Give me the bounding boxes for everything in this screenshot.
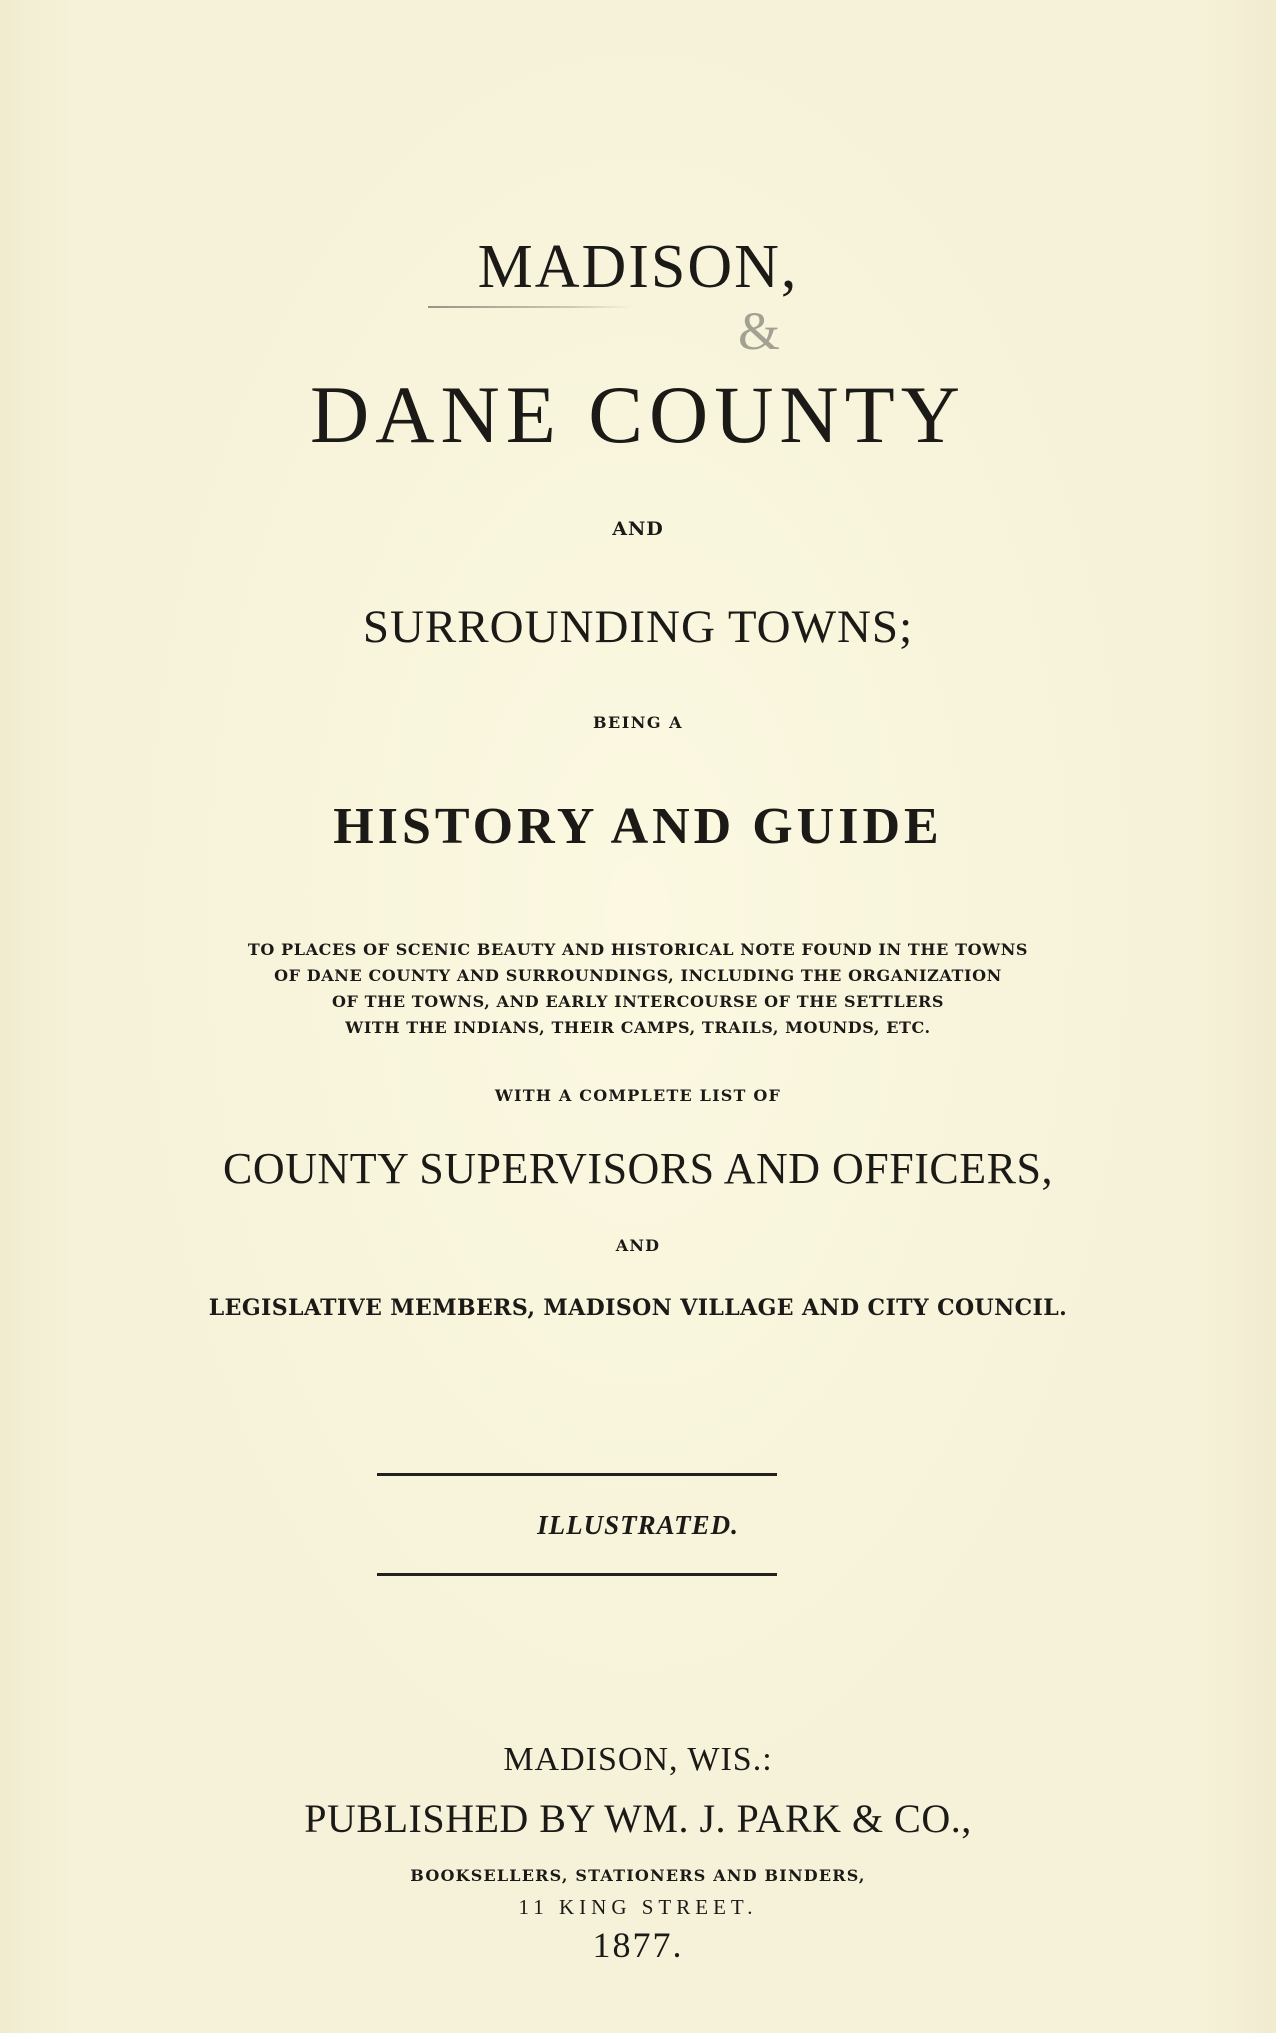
imprint-place: MADISON, WIS.: bbox=[503, 1741, 773, 1778]
imprint-year: 1877. bbox=[592, 1925, 684, 1965]
title-madison-underline bbox=[428, 306, 633, 308]
title-county-supervisors: COUNTY SUPERVISORS AND OFFICERS, bbox=[223, 1144, 1053, 1193]
connector-and-second: AND bbox=[615, 1236, 661, 1255]
imprint-address: 11 KING STREET. bbox=[518, 1895, 758, 1919]
title-legislative-members: LEGISLATIVE MEMBERS, MADISON VILLAGE AND CITY COUNCIL. bbox=[208, 1295, 1068, 1321]
connector-and: AND bbox=[612, 518, 664, 540]
description-line: TO PLACES OF SCENIC BEAUTY AND HISTORICAL NOTE FOUND IN THE TOWNS bbox=[247, 940, 1029, 959]
imprint-trade: BOOKSELLERS, STATIONERS AND BINDERS, bbox=[410, 1866, 866, 1885]
title-surrounding-towns: SURROUNDING TOWNS; bbox=[362, 601, 914, 653]
handwritten-ampersand-mark: & bbox=[738, 301, 781, 361]
description-line: OF THE TOWNS, AND EARLY INTERCOURSE OF THE SETTLERS bbox=[331, 992, 945, 1011]
illustrated-label: ILLUSTRATED. bbox=[537, 1510, 739, 1540]
title-history-and-guide: HISTORY AND GUIDE bbox=[333, 798, 943, 855]
title-dane-county: DANE COUNTY bbox=[310, 369, 966, 460]
divider-rule-top bbox=[377, 1473, 777, 1476]
connector-with-complete-list: WITH A COMPLETE LIST OF bbox=[494, 1086, 782, 1105]
imprint-publisher: PUBLISHED BY WM. J. PARK & CO., bbox=[304, 1796, 972, 1841]
description-line: OF DANE COUNTY AND SURROUNDINGS, INCLUDING THE ORGANIZATION bbox=[274, 966, 1002, 985]
connector-being-a: BEING A bbox=[593, 713, 683, 732]
description-line: WITH THE INDIANS, THEIR CAMPS, TRAILS, MOUNDS, ETC. bbox=[345, 1018, 931, 1037]
title-madison: MADISON, bbox=[477, 233, 799, 301]
divider-rule-bottom bbox=[377, 1573, 777, 1576]
